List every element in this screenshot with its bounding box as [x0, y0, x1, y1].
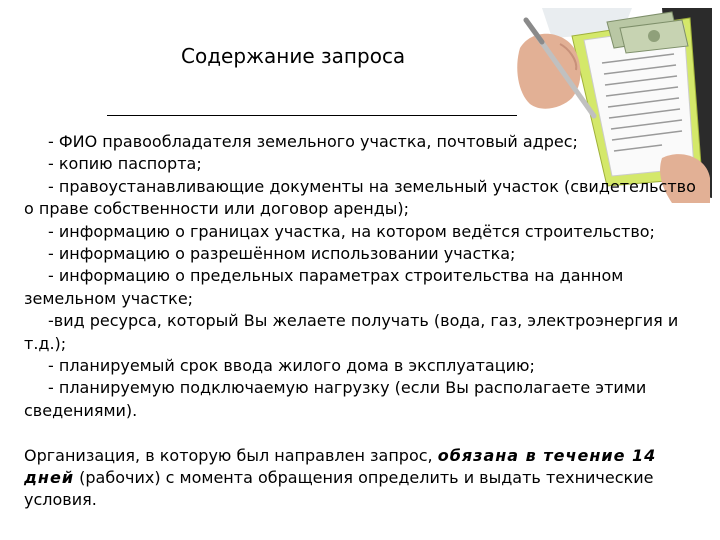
list-item: - копию паспорта;	[48, 154, 202, 174]
list-item: - информацию о границах участка, на котором ведётся строительство;	[48, 221, 655, 241]
request-content-text	[24, 131, 704, 512]
paragraph-gap	[24, 422, 704, 444]
conclusion-lead-text: Организация, в которую был направлен запрос,	[24, 445, 438, 465]
list-item: -вид ресурса, который Вы желаете получать (вода, газ, электроэнергия и т.д.);	[24, 311, 679, 353]
slide-title: Содержание запроса	[181, 44, 406, 68]
list-item: - информацию о разрешённом использовании участка;	[48, 244, 516, 264]
conclusion-paragraph	[24, 445, 704, 512]
list-item: - ФИО правообладателя земельного участка, почтовый адрес;	[48, 132, 578, 151]
list-item: - планируемую подключаемую нагрузку (если Вы располагаете этими сведениями).	[24, 378, 647, 420]
conclusion-tail-text: (рабочих) с момента обращения определить и выдать технические условия.	[24, 468, 654, 510]
list-item: - правоустанавливающие документы на земельный участок (свидетельство о праве собственности или договор аренды);	[24, 176, 696, 219]
list-item: - планируемый срок ввода жилого дома в эксплуатацию;	[48, 356, 535, 376]
title-underline	[107, 115, 517, 116]
list-item: - информацию о предельных параметрах строительства на данном земельном участке;	[24, 266, 624, 308]
deadline-emphasis: обязана в течение 14 дней	[24, 445, 657, 488]
